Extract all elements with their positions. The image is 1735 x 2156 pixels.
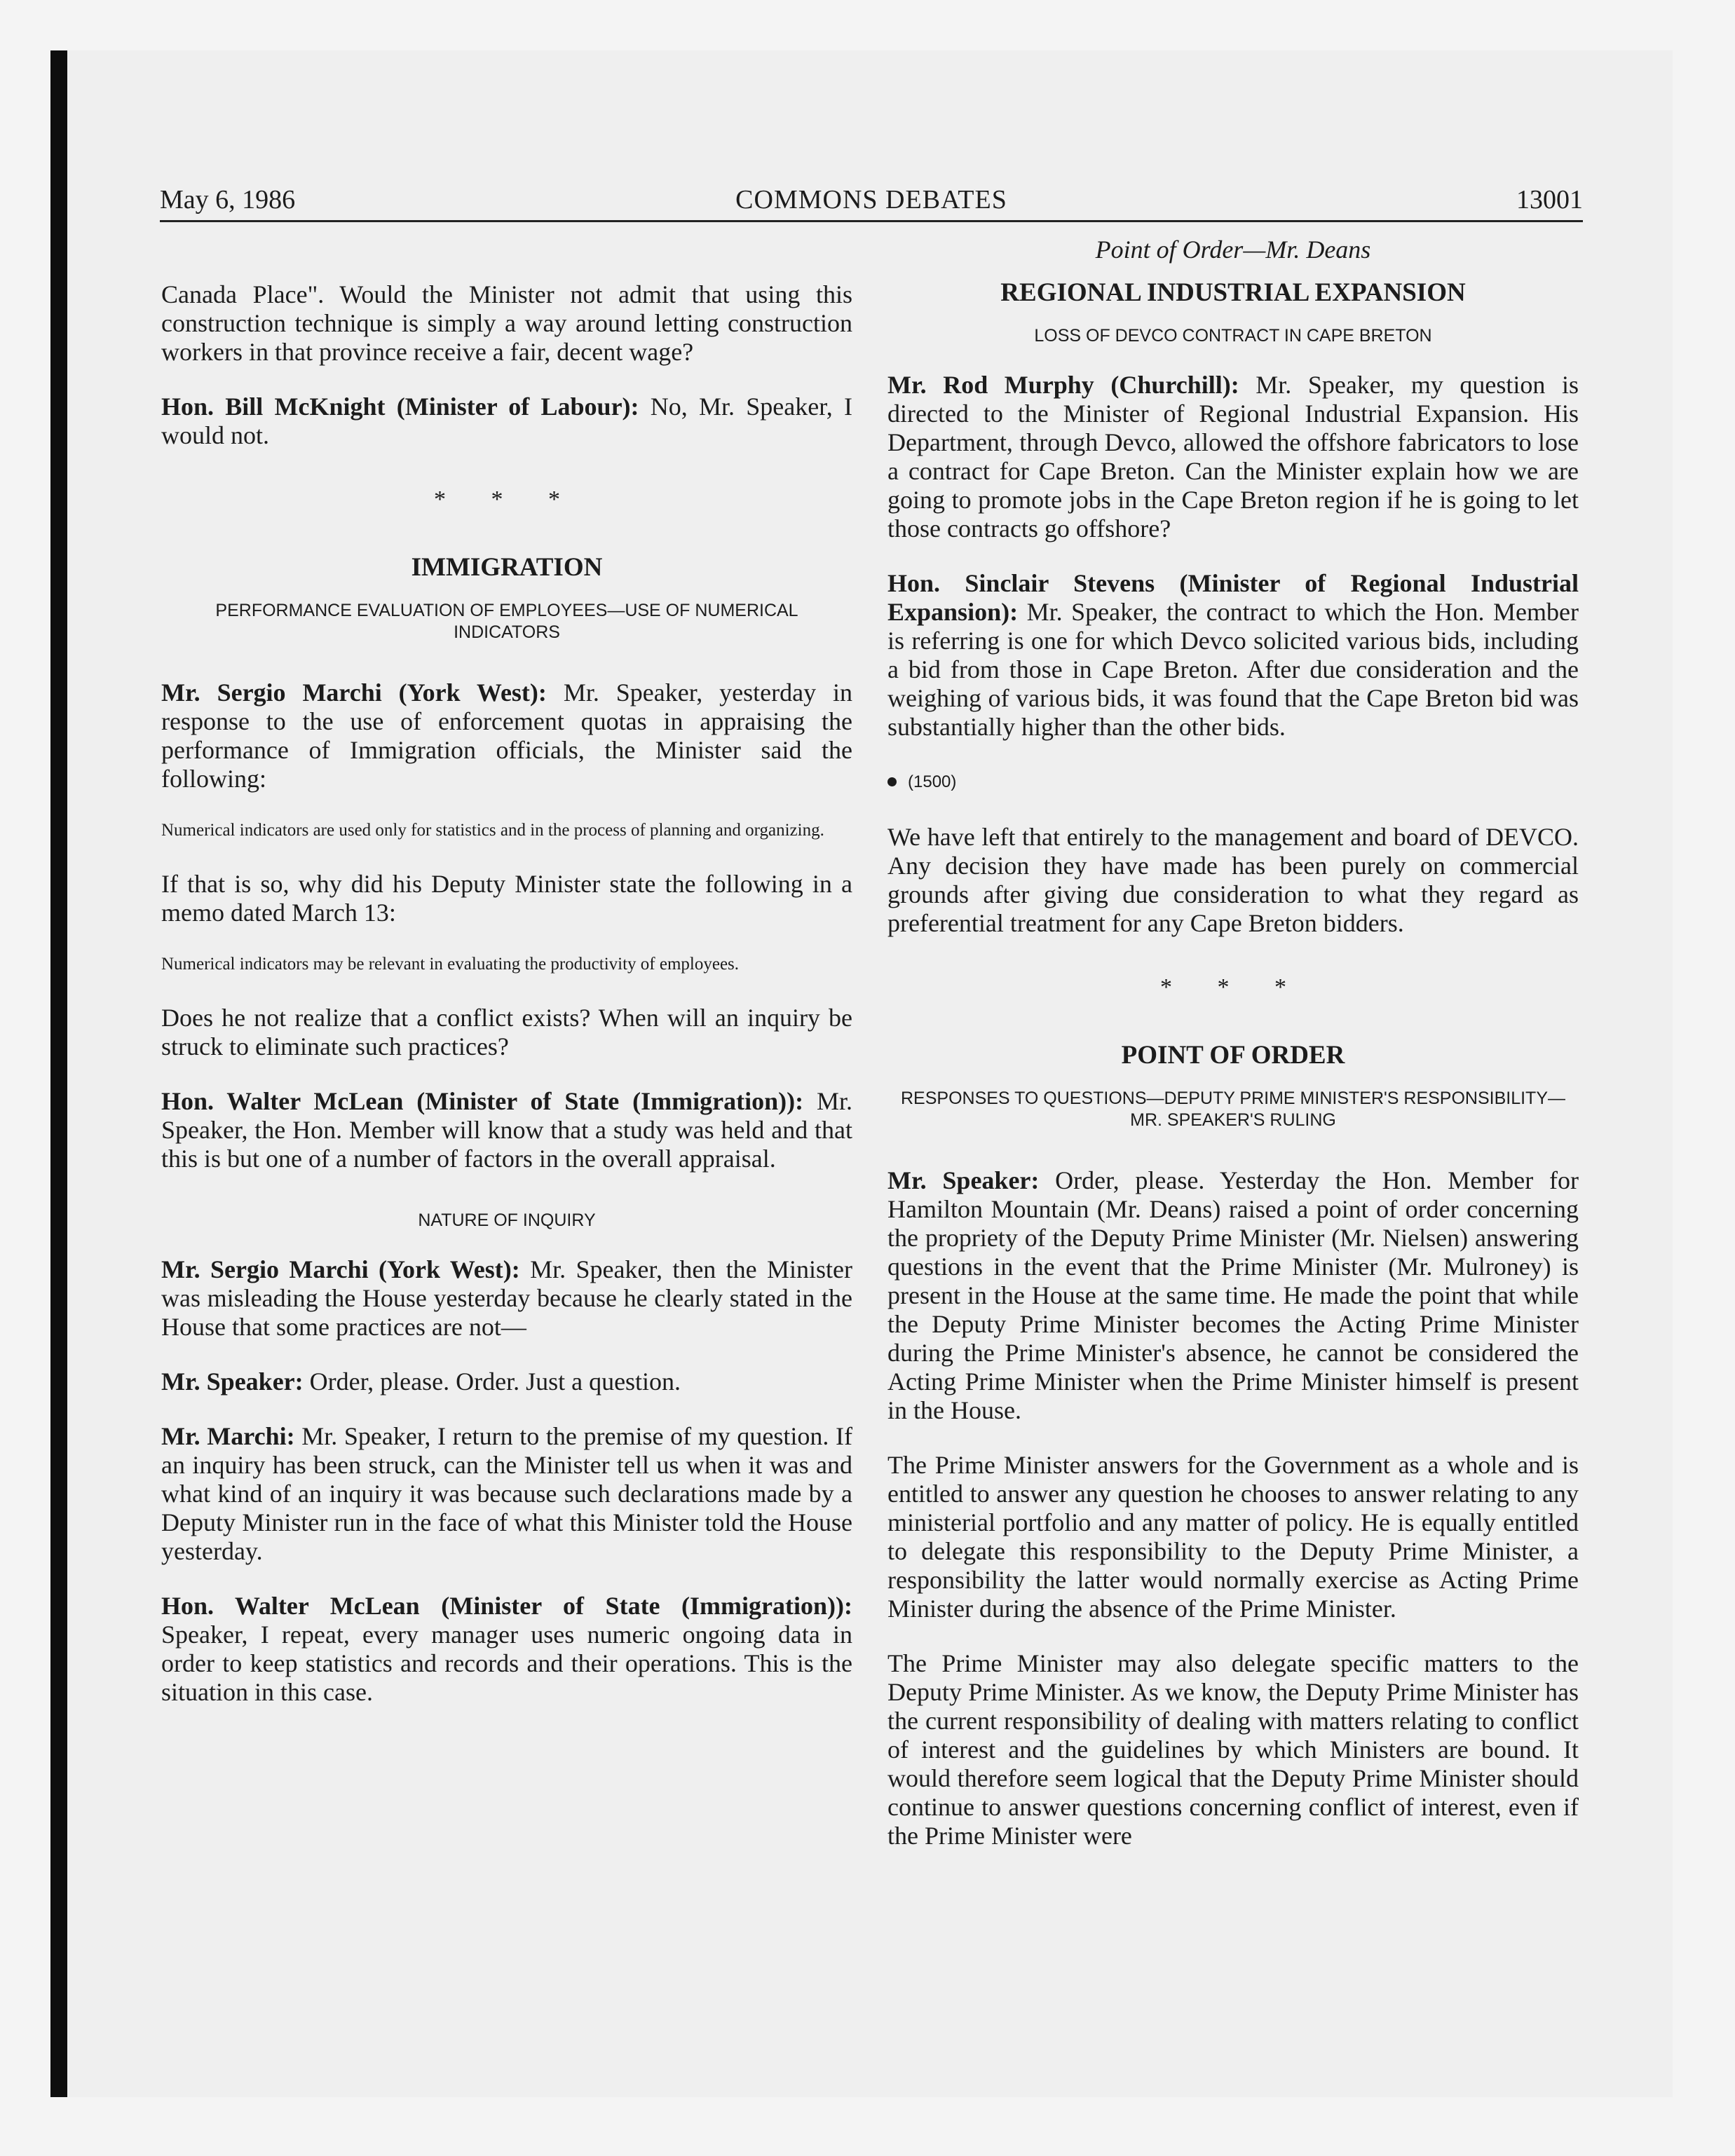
bullet-icon bbox=[887, 777, 897, 786]
section-subheading: LOSS OF DEVCO CONTRACT IN CAPE BRETON bbox=[1034, 326, 1432, 346]
speech-text: Order, please. Order. Just a question. bbox=[303, 1367, 681, 1396]
speaker-name: Hon. Walter McLean (Minister of State (Immigration)): bbox=[161, 1592, 852, 1620]
speaker-name: Mr. Sergio Marchi (York West): bbox=[161, 1255, 520, 1283]
time-marker-label: (1500) bbox=[908, 772, 957, 791]
scan-edge bbox=[50, 50, 67, 2097]
paragraph bbox=[161, 1422, 852, 1566]
speech-text: Mr. Speaker, the Hon. Member will know that a study was held and that this is but one of a number of factors in the overall appraisal. bbox=[161, 1087, 852, 1173]
section-heading: REGIONAL INDUSTRIAL EXPANSION bbox=[1000, 278, 1466, 307]
section-subheading: NATURE OF INQUIRY bbox=[418, 1210, 596, 1230]
paragraph bbox=[161, 1592, 852, 1707]
header-date: May 6, 1986 bbox=[160, 185, 296, 214]
speaker-name: Mr. Speaker: bbox=[887, 1166, 1040, 1194]
paragraph bbox=[887, 1166, 1579, 1425]
paragraph bbox=[161, 678, 852, 793]
speaker-name: Hon. Sinclair Stevens (Minister of Regional Industrial Expansion): bbox=[887, 569, 1579, 626]
speaker-name: Mr. Marchi: bbox=[161, 1422, 295, 1450]
paragraph: Does he not realize that a conflict exists? When will an inquiry be struck to eliminate such practices? bbox=[161, 1004, 852, 1060]
speech-text: Mr. Speaker, yesterday in response to the use of enforcement quotas in appraising the performance of Immigration officials, the Minister said the following: bbox=[161, 678, 852, 793]
speech-text: Mr. Speaker, I return to the premise of my question. If an inquiry has been struck, can the Minister tell us when it was and what kind of an inquiry it was because such declarations made by a Deputy Minister run in the face of what this Minister told the House yesterday. bbox=[161, 1422, 852, 1565]
speech-text: Speaker, I repeat, every manager uses numeric ongoing data in order to keep statistics and records and their operations. This is the situation in this case. bbox=[161, 1621, 852, 1706]
speaker-name: Mr. Sergio Marchi (York West): bbox=[161, 678, 547, 707]
speech-text: Order, please. Yesterday the Hon. Member for Hamilton Mountain (Mr. Deans) raised a point of order concerning the propriety of the Deputy Prime Minister (Mr. Nielsen) answering questions in the event that the Prime Minister (Mr. Mulroney) is present in the House at the same time. He made the point that while the Deputy Prime Minister becomes the Acting Prime Minister during the Prime Minister's absence, he cannot be considered the Acting Prime Minister when the Prime Minister himself is present in the House. bbox=[887, 1166, 1579, 1424]
section-subheading: RESPONSES TO QUESTIONS—DEPUTY PRIME MINISTER'S RESPONSIBILITY—MR. SPEAKER'S RULING bbox=[900, 1089, 1566, 1130]
left-column bbox=[161, 280, 852, 1733]
paragraph: We have left that entirely to the management and board of DEVCO. Any decision they have made has been purely on commercial grounds after giving due consideration to what they regard as preferential treatment for any Cape Breton bidders. bbox=[887, 823, 1579, 937]
paragraph: Canada Place". Would the Minister not admit that using this construction technique is simply a way around letting construction workers in that province receive a fair, decent wage? bbox=[161, 280, 852, 366]
speech-text: Mr. Speaker, my question is directed to the Minister of Regional Industrial Expansion. His Department, through Devco, allowed the offshore fabricators to lose a contract for Cape Breton. Can the Minister explain how we are going to promote jobs in the Cape Breton region if he is going to let those contracts go offshore? bbox=[887, 371, 1579, 543]
paragraph bbox=[161, 1255, 852, 1342]
speaker-name: Hon. Walter McLean (Minister of State (Immigration)): bbox=[161, 1087, 804, 1115]
paragraph bbox=[161, 1367, 852, 1396]
speech-text: Mr. Speaker, then the Minister was misleading the House yesterday because he clearly stated in the House that some practices are not— bbox=[161, 1255, 853, 1341]
section-subheading: PERFORMANCE EVALUATION OF EMPLOYEES—USE OF NUMERICAL INDICATORS bbox=[215, 601, 798, 642]
paragraph: If that is so, why did his Deputy Minister state the following in a memo dated March 13: bbox=[161, 870, 852, 927]
paragraph bbox=[161, 393, 852, 450]
paragraph bbox=[887, 569, 1579, 742]
page-number: 13001 bbox=[1516, 185, 1583, 214]
paragraph: The Prime Minister may also delegate specific matters to the Deputy Prime Minister. As we know, the Deputy Prime Minister has the current responsibility of dealing with matters relating to conflict of interest and the guidelines by which Ministers are bound. It would therefore seem logical that the Deputy Prime Minister should continue to answer questions concerning conflict of interest, even if the Prime Minister were bbox=[887, 1649, 1579, 1850]
right-column bbox=[887, 236, 1579, 1876]
running-head: Point of Order—Mr. Deans bbox=[1095, 236, 1371, 264]
speaker-name: Mr. Speaker: bbox=[161, 1367, 304, 1396]
section-heading: IMMIGRATION bbox=[411, 553, 603, 582]
section-heading: POINT OF ORDER bbox=[1121, 1041, 1345, 1070]
speaker-name: Hon. Bill McKnight (Minister of Labour): bbox=[161, 393, 639, 421]
time-marker bbox=[887, 767, 1579, 796]
block-quote: Numerical indicators may be relevant in evaluating the productivity of employees. bbox=[161, 955, 740, 974]
paragraph bbox=[887, 371, 1579, 543]
speech-text: Mr. Speaker, the contract to which the Hon. Member is referring is one for which Devco solicited various bids, including a bid from those in Cape Breton. After due consideration and the weighing of various bids, it was found that the Cape Breton bid was substantially higher than the other bids. bbox=[887, 598, 1579, 741]
page-header bbox=[160, 184, 1583, 222]
section-separator: * * * bbox=[1160, 974, 1306, 1000]
speech-text: No, Mr. Speaker, I would not. bbox=[161, 393, 852, 449]
paragraph bbox=[161, 1087, 852, 1173]
header-title: COMMONS DEBATES bbox=[735, 185, 1007, 214]
block-quote: Numerical indicators are used only for statistics and in the process of planning and organizing. bbox=[161, 821, 824, 840]
paragraph: The Prime Minister answers for the Government as a whole and is entitled to answer any question he chooses to answer relating to any ministerial portfolio and any matter of policy. He is equally entitled to delegate this responsibility to the Deputy Prime Minister, a responsibility the latter would normally exercise as Acting Prime Minister during the absence of the Prime Minister. bbox=[887, 1451, 1579, 1623]
speaker-name: Mr. Rod Murphy (Churchill): bbox=[887, 371, 1239, 399]
section-separator: * * * bbox=[434, 486, 580, 512]
